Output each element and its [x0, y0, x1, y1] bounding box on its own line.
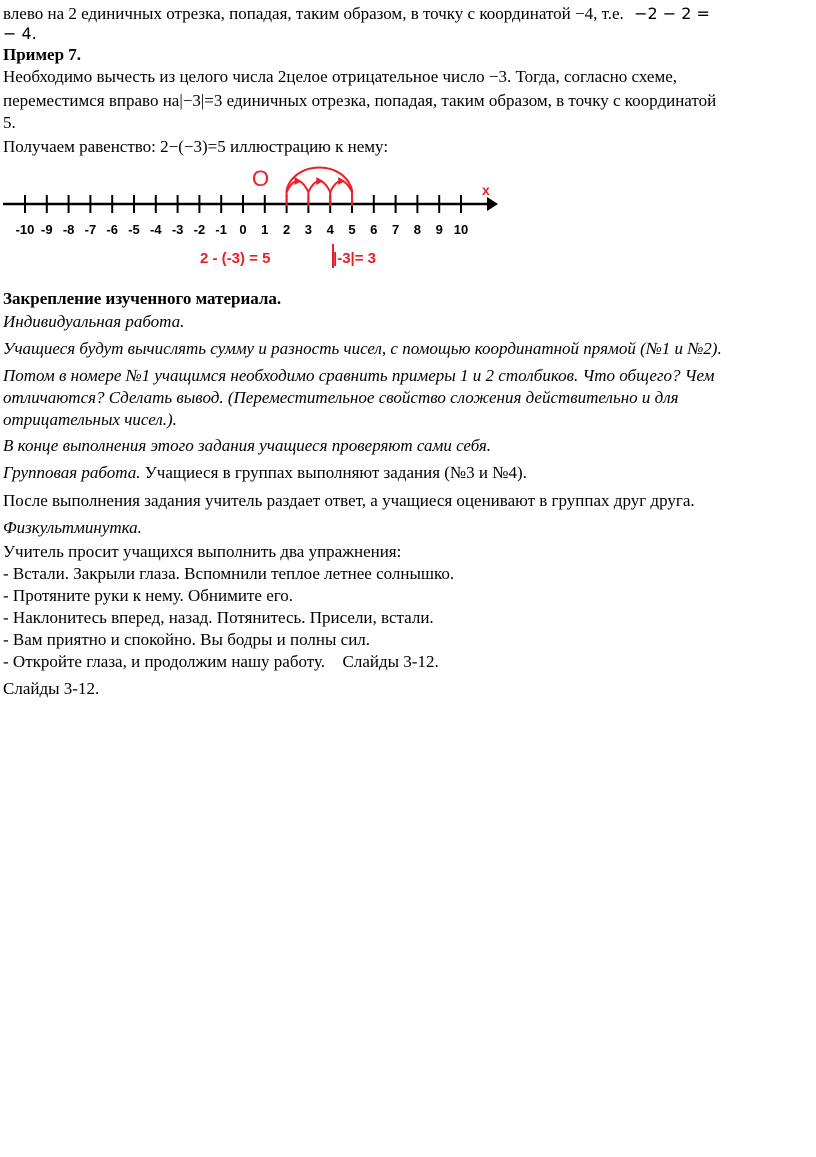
exercise-item: - Протяните руки к нему. Обнимите его.: [3, 586, 294, 605]
tick-label: -2: [193, 222, 206, 237]
tick-label: -7: [84, 222, 97, 237]
para-teacher-answer: После выполнения задания учитель раздает ответ, а учащиеся оценивают в группах друг друга.: [3, 491, 695, 510]
group-work-label: Групповая работа.: [3, 463, 141, 482]
jump-arrowhead: [316, 177, 323, 185]
number-line-figure: [0, 162, 520, 274]
para-compare-line-1: Потом в номере №1 учащимся необходимо сравнить примеры 1 и 2 столбиков. Что общего? Чем: [3, 366, 715, 385]
group-work-text: Учащиеся в группах выполняют задания (№3 и №4).: [140, 463, 527, 482]
tick-label: 5: [348, 222, 356, 237]
tick-label: -9: [41, 222, 53, 237]
para-teacher-asks: Учитель просит учащихся выполнить два упражнения:: [3, 542, 402, 561]
tick-label: 6: [370, 222, 378, 237]
exercise-item: - Вам приятно и спокойно. Вы бодры и полны сил.: [3, 630, 371, 649]
footer-slides: Слайды 3-12.: [3, 679, 100, 698]
jump-arrowhead: [295, 177, 302, 185]
axis-arrowhead: [487, 197, 498, 211]
tick-marks: [25, 195, 461, 213]
exercise-item: - Наклонитесь вперед, назад. Потянитесь. Присели, встали.: [3, 608, 434, 627]
tick-label: 3: [304, 222, 313, 237]
tick-labels: [16, 222, 469, 237]
tick-label: 7: [391, 222, 400, 237]
tick-label: 0: [239, 222, 247, 237]
para-physical-break: Физкультминутка.: [3, 518, 142, 537]
equation-label: 2 - (-3) = 5: [200, 250, 271, 267]
exercise-item: - Встали. Закрыли глаза. Вспомнили теплое летнее солнышко.: [3, 564, 455, 583]
example-line-2: переместимся вправо на|−3|=3 единичных отрезка, попадая, таким образом, в точку с координатой: [3, 91, 717, 110]
intro-line-1: [3, 4, 710, 24]
para-compare-line-3: отрицательных чисел.).: [3, 410, 177, 429]
example-line-4: Получаем равенство: 2−(−3)=5 иллюстрацию к нему:: [3, 137, 389, 156]
intro-text: влево на 2 единичных отрезка, попадая, таким образом, в точку с координатой −4, т.е.: [3, 4, 624, 23]
tick-label: 2: [282, 222, 291, 237]
intro-math: −2 − 2 =: [634, 4, 710, 23]
example-line-3: 5.: [3, 113, 16, 132]
para-individual-work: Индивидуальная работа.: [3, 312, 185, 331]
tick-label: -1: [215, 222, 227, 237]
tick-label: -4: [150, 222, 162, 237]
exercise-item: - Откройте глаза, и продолжим нашу работу. Слайды 3-12.: [3, 652, 426, 671]
abs-equation-label: |-3|= 3: [333, 250, 377, 267]
para-self-check: В конце выполнения этого задания учащиеся проверяют сами себя.: [3, 436, 492, 455]
tick-label: -6: [106, 222, 118, 237]
para-group-work: [3, 463, 527, 483]
tick-label: 4: [326, 222, 334, 237]
intro-line-2: − 4.: [3, 24, 37, 43]
tick-label: 8: [413, 222, 422, 237]
jump-arrowhead: [338, 177, 345, 185]
tick-label: -3: [171, 222, 184, 237]
axis-label: x: [482, 182, 490, 198]
tick-label: 1: [261, 222, 269, 237]
para-students-compute: Учащиеся будут вычислять сумму и разность чисел, с помощью координатной прямой (№1 и №2).: [3, 339, 722, 358]
tick-label: -8: [62, 222, 75, 237]
example-line-1: Необходимо вычесть из целого числа 2целое отрицательное число −3. Тогда, согласно схеме,: [3, 67, 678, 86]
tick-label: 9: [435, 222, 443, 237]
example-title: Пример 7.: [3, 45, 82, 64]
tick-label: -5: [128, 222, 140, 237]
tick-label: 10: [453, 222, 469, 237]
section-title: Закрепление изученного материала.: [3, 289, 282, 308]
origin-label: O: [252, 166, 270, 191]
tick-label: -10: [15, 222, 35, 237]
para-compare-line-2: отличаются? Сделать вывод. (Переместительное свойство сложения действительно и для: [3, 388, 679, 407]
